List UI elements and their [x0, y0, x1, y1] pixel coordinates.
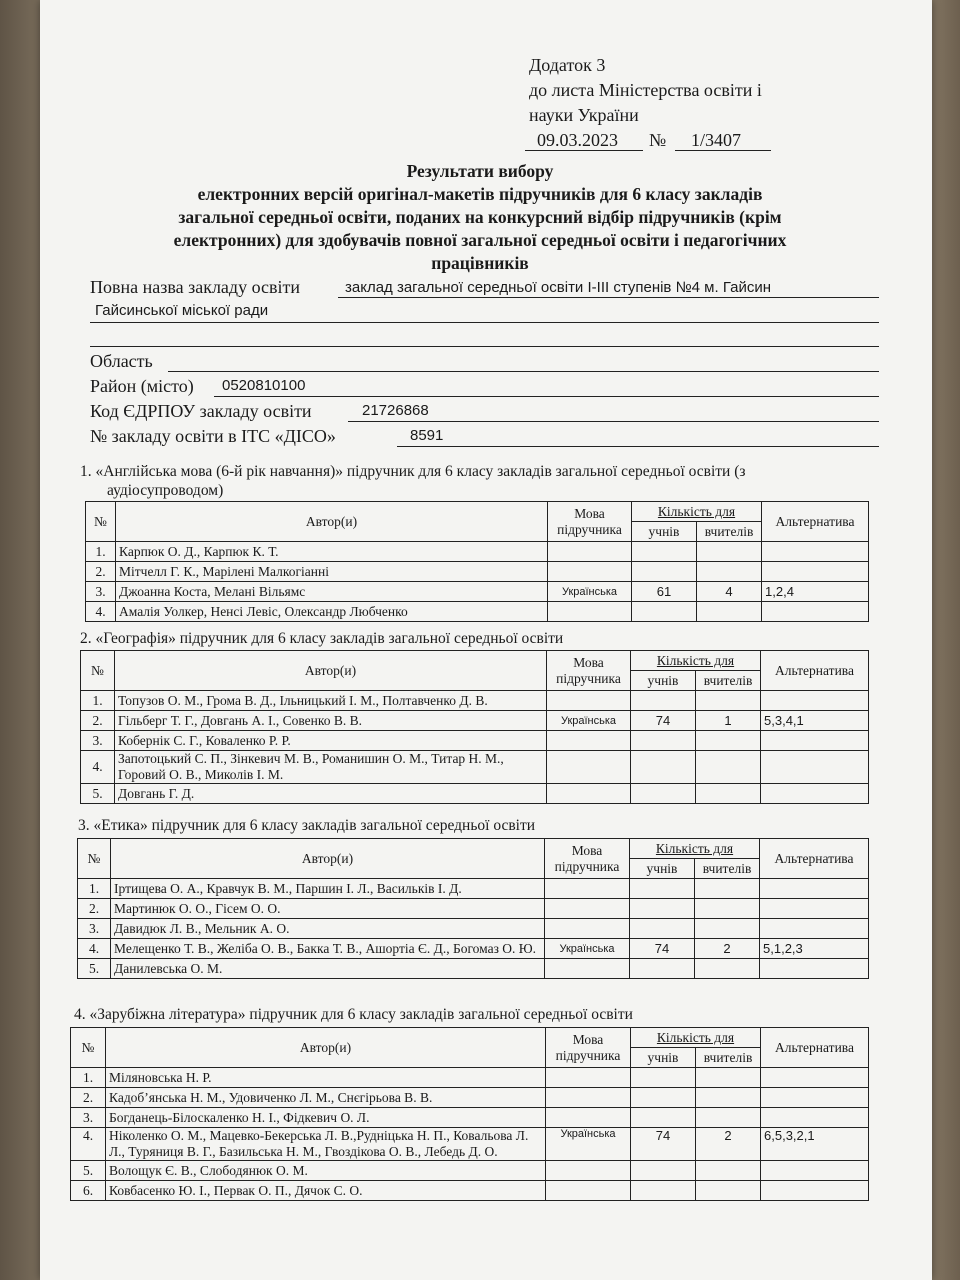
section-3-table	[77, 838, 869, 979]
date-underline	[525, 150, 643, 151]
table-row: 2. Мартинюк О. О., Гісем О. О.	[78, 899, 869, 919]
number-sign: №	[649, 130, 667, 150]
school-name-underline-2	[90, 322, 879, 323]
edrpou-underline	[348, 421, 879, 422]
col-count-header: Кількість для	[631, 1028, 761, 1048]
appendix-label: Додаток 3	[529, 55, 606, 75]
section-4-table	[70, 1027, 869, 1201]
document-title: Результати вибору електронних версій оригінал-макетів підручників для 6 класу закладів загальної середньої освіти, поданих на конкурсний відбір підручників (крім електронних) для здобувачів повної загальної середньої освіти і педагогічних працівників	[173, 161, 787, 273]
table-row: 4. Мелещенко Т. В., Желіба О. В., Бакка Т. В., Ашортіа Є. Д., Богомаз О. Ю. Українська 74 2 5,1,2,3	[78, 939, 869, 959]
section-2-heading: 2. «Географія» підручник для 6 класу закладів загальної середньої освіти	[80, 630, 564, 647]
table-row: 1. Топузов О. М., Грома В. Д., Ільницький І. М., Полтавченко Д. В.	[81, 691, 869, 711]
col-teachers-header: вчителів	[696, 671, 761, 691]
col-students-header: учнів	[631, 1048, 696, 1068]
letter-number: 1/3407	[691, 130, 742, 150]
edrpou-label: Код ЄДРПОУ закладу освіти	[90, 401, 312, 421]
edrpou-value: 21726868	[362, 402, 429, 419]
col-num-header: №	[86, 502, 116, 542]
table-row: 3. Давидюк Л. В., Мельник А. О.	[78, 919, 869, 939]
col-teachers-header: вчителів	[696, 1048, 761, 1068]
section-3-heading: 3. «Етика» підручник для 6 класу закладів загальної середньої освіти	[78, 817, 536, 834]
col-lang-header: Мова підручника	[547, 651, 631, 691]
school-name-underline-1	[338, 297, 879, 298]
col-alt-header: Альтернатива	[761, 1028, 869, 1068]
col-num-header: №	[71, 1028, 106, 1068]
rayon-value: 0520810100	[222, 377, 306, 394]
school-name-label: Повна назва закладу освіти	[90, 277, 301, 297]
table-row: 1. Карпюк О. Д., Карпюк К. Т.	[86, 542, 869, 562]
table-row: 4. Амалія Уолкер, Ненсі Левіс, Олександр Любченко	[86, 602, 869, 622]
table-row: 4. Запотоцький С. П., Зінкевич М. В., Романишин О. М., Титар Н. М., Горовий О. В., Миколів І. М.	[81, 751, 869, 784]
school-name-value-2: Гайсинської міської ради	[95, 302, 269, 319]
its-label: № закладу освіти в ІТС «ДІСО»	[90, 426, 336, 446]
letter-ref-line: до листа Міністерства освіти і	[529, 80, 762, 100]
section-1-heading: 1. «Англійська мова (6-й рік навчання)» підручник для 6 класу закладів загальної середньої освіти (з аудіосупроводом)	[80, 463, 746, 499]
number-underline	[675, 150, 771, 151]
school-name-value: заклад загальної середньої освіти І-ІІІ ступенів №4 м. Гайсин	[345, 279, 771, 296]
section-1-table	[85, 501, 869, 622]
col-alt-header: Альтернатива	[762, 502, 869, 542]
school-name-underline-3	[90, 346, 879, 347]
col-alt-header: Альтернатива	[761, 651, 869, 691]
col-author-header: Автор(и)	[116, 502, 548, 542]
col-lang-header: Мова підручника	[545, 839, 630, 879]
col-author-header: Автор(и)	[106, 1028, 546, 1068]
oblast-underline	[168, 371, 879, 372]
section-4-heading: 4. «Зарубіжна література» підручник для 6 класу закладів загальної середньої освіти	[74, 1006, 633, 1023]
letter-date: 09.03.2023	[537, 130, 618, 150]
col-students-header: учнів	[631, 671, 696, 691]
rayon-label: Район (місто)	[90, 376, 194, 396]
col-alt-header: Альтернатива	[760, 839, 869, 879]
table-row: 2. Гільберг Т. Г., Довгань А. І., Совенко В. В. Українська 74 1 5,3,4,1	[81, 711, 869, 731]
col-author-header: Автор(и)	[115, 651, 547, 691]
table-row: 3. Богданець-Білоскаленко Н. І., Фідкевич О. Л.	[71, 1108, 869, 1128]
rayon-underline	[214, 396, 879, 397]
document-page	[40, 0, 932, 1280]
table-row: 4. Ніколенко О. М., Мацевко-Бекерська Л. В.,Рудніцька Н. П., Ковальова Л. Л., Туряниця В. Г., Базильська Н. М., Гвоздікова О. В., Лебедь Д. О. Українська 74 2 6,5,3,2,1	[71, 1128, 869, 1161]
col-author-header: Автор(и)	[111, 839, 545, 879]
col-num-header: №	[78, 839, 111, 879]
table-row: 3. Кобернік С. Г., Коваленко Р. Р.	[81, 731, 869, 751]
col-lang-header: Мова підручника	[548, 502, 632, 542]
col-teachers-header: вчителів	[695, 859, 760, 879]
col-teachers-header: вчителів	[697, 522, 762, 542]
table-row: 5. Данилевська О. М.	[78, 959, 869, 979]
col-num-header: №	[81, 651, 115, 691]
ministry-line: науки України	[529, 105, 639, 125]
table-row: 1. Іртищева О. А., Кравчук В. М., Паршин І. Л., Васильків І. Д.	[78, 879, 869, 899]
table-row: 1. Міляновська Н. Р.	[71, 1068, 869, 1088]
col-count-header: Кількість для	[631, 651, 761, 671]
col-students-header: учнів	[630, 859, 695, 879]
col-count-header: Кількість для	[630, 839, 760, 859]
section-2-table	[80, 650, 869, 804]
table-row: 3. Джоанна Коста, Мелані Вільямс Українська 61 4 1,2,4	[86, 582, 869, 602]
oblast-label: Область	[90, 351, 153, 371]
table-row: 5. Довгань Г. Д.	[81, 784, 869, 804]
col-count-header: Кількість для	[632, 502, 762, 522]
col-lang-header: Мова підручника	[546, 1028, 631, 1068]
table-row: 5. Волощук Є. В., Слободянюк О. М.	[71, 1161, 869, 1181]
table-row: 2. Мітчелл Г. К., Марілені Малкогіанні	[86, 562, 869, 582]
its-value: 8591	[410, 427, 444, 444]
table-row: 2. Кадоб’янська Н. М., Удовиченко Л. М., Снєгірьова В. В.	[71, 1088, 869, 1108]
table-row: 6. Ковбасенко Ю. І., Первак О. П., Дячок С. О.	[71, 1181, 869, 1201]
col-students-header: учнів	[632, 522, 697, 542]
its-underline	[397, 446, 879, 447]
